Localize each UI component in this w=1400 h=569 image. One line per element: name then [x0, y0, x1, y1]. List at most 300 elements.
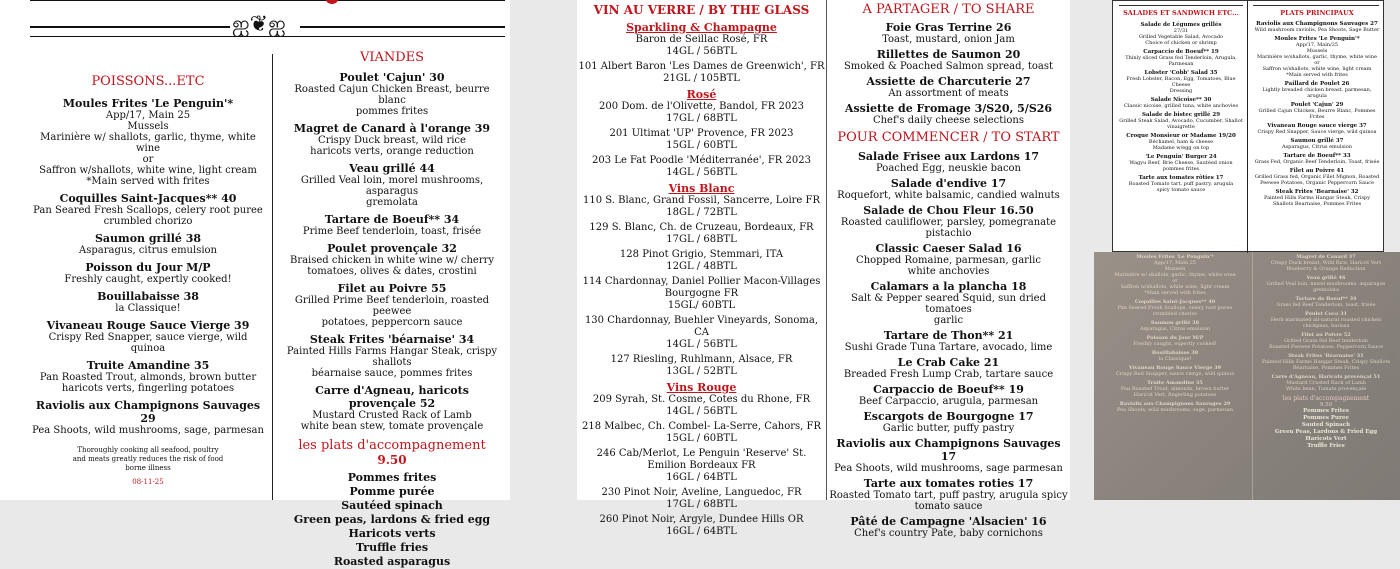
item-name: Filet au Poivre 41: [1289, 168, 1345, 174]
item-name: Veau grillé 46: [1306, 275, 1346, 281]
item-name: 'Le Penguin' Burger 24: [1145, 154, 1217, 160]
title-fragment: [325, 0, 339, 4]
item-description: Beef Carpaccio, arugula, parmesan: [858, 396, 1039, 407]
menu-item: [30, 97, 266, 187]
wine-price: 12GL / 48BTL: [666, 261, 737, 272]
menu-item: [827, 21, 1070, 45]
menu-item: [1117, 70, 1245, 94]
side-item: Sauted Spinach: [1301, 422, 1351, 428]
menu-item: [1251, 138, 1383, 150]
item-name: Carre d'Agneau, haricots provençale 52: [315, 384, 469, 410]
item-name: Vivaneau Rouge Sauce Vierge 39: [1128, 365, 1222, 371]
sides-title: les plats d'accompagnement: [1282, 395, 1370, 402]
item-description: Sushi Grade Tuna Tartare, avocado, lime: [844, 342, 1053, 353]
item-description: *Main served with frites: [86, 176, 210, 187]
item-description: gremolata: [1313, 287, 1339, 293]
item-name: Tartare de Boeuf** 34: [324, 213, 460, 226]
menu-item: [1251, 168, 1383, 186]
item-description: Braised chicken in white wine w/ cherry: [289, 255, 495, 266]
item-description: Grass Fed, Organic Beef Tenderloin, Toast, frisée: [1254, 159, 1380, 165]
item-name: Moules Frites 'Le Penguin'*: [62, 97, 234, 110]
menu-item: [282, 242, 502, 277]
item-description: Mussels: [1164, 266, 1186, 272]
menu-item: [827, 75, 1070, 99]
item-name: Salade de bistec grillé 29: [1141, 112, 1221, 118]
menu-item: [827, 515, 1070, 539]
wine-price: 15GL/ 60BTL: [667, 300, 736, 311]
section-title: SALADES ET SANDWICH ETC...: [1123, 9, 1239, 17]
item-description: Chef's country Pate, baby cornichons: [854, 528, 1043, 539]
menu-item: [1102, 380, 1248, 398]
item-description: Asparagus, citrus emulsion: [79, 245, 217, 256]
item-description: crumbled chorizo: [103, 216, 193, 227]
item-description: Crispy Duck breast, wild rice: [318, 135, 466, 146]
item-description: Prime Beef tenderloin, toast, frisée: [302, 226, 482, 237]
item-name: Coquilles Saint-Jacques** 40: [1134, 299, 1216, 305]
item-name: Truite Amandine 35: [86, 359, 210, 372]
side-item: Roasted asparagus: [333, 555, 451, 568]
item-description: Painted Hills Farms Hangar Steak, crispy shallots: [286, 346, 498, 368]
wine-price: 21GL / 105BTL: [663, 73, 740, 84]
menu-item: [827, 280, 1070, 326]
menu-item: [30, 261, 266, 285]
item-name: Saumon grillé 38: [94, 232, 202, 245]
menu-item: [1251, 123, 1383, 135]
item-description: la Classique!: [115, 303, 181, 314]
starters-page: [827, 0, 1070, 539]
menu-item: [1117, 112, 1245, 130]
menu-item: [827, 437, 1070, 474]
sides-price: 9.50: [377, 453, 407, 467]
wine-name: 260 Pinot Noir, Argyle, Dundee Hills OR: [599, 514, 804, 525]
menu-item: [30, 319, 266, 354]
item-name: Raviolis aux Champignons Sauvages 17: [836, 437, 1061, 463]
menu-item: [1117, 154, 1245, 172]
item-description: Marinière w/ shallots, garlic, thyme, white wine: [40, 132, 256, 154]
item-description: Wild mushroom raviolis, Pea Shoots, Sage Butter: [1254, 27, 1380, 33]
item-description: Crispy Duck breast, Wild Rice, Haricot Vert: [1270, 260, 1382, 266]
item-description: Grass fed Beef Tenderloin, toast, frisée: [1276, 302, 1376, 308]
menu-item: [1256, 332, 1396, 350]
section-title: PLATS PRINCIPAUX: [1280, 9, 1354, 17]
item-name: Magret de Canard 37: [1296, 254, 1356, 260]
item-description: Crispy Red Snapper, Sauce vierge, wild quinoa: [1257, 129, 1377, 135]
photo-right-column: [1256, 254, 1396, 450]
divider: [300, 26, 505, 28]
menu-item: [827, 177, 1070, 201]
menu-item: [827, 150, 1070, 174]
item-description: potatoes, peppercorn sauce: [321, 317, 463, 328]
item-name: Escargots de Bourgogne 17: [863, 410, 1034, 423]
wine-name: 201 Ultimat 'UP' Provence, FR 2023: [609, 128, 794, 139]
item-description: White bean, Tomate provençale: [1285, 386, 1367, 392]
item-description: gremolata: [366, 197, 418, 208]
side-item: Truffle fries: [355, 541, 429, 554]
item-description: Grilled Steak Salad, Avocado, Cucumber, Shallot: [1119, 118, 1243, 124]
lunch-right-column: [1251, 9, 1383, 210]
menu-item: [30, 290, 266, 314]
wine-name: 101 Albert Baron 'Les Dames de Greenwich', FR: [578, 61, 825, 72]
item-description: Parmesan: [1168, 61, 1194, 67]
item-description: Thinly sliced Grass fed Tenderloin, Arugula,: [1125, 55, 1237, 61]
menu-item: [1256, 275, 1396, 293]
item-description: Mustard Crusted Rack of Lamb: [1286, 380, 1366, 386]
wine-title: VIN AU VERRE / BY THE GLASS: [593, 3, 810, 17]
item-description: Freshly caught, expertly cooked!: [64, 274, 232, 285]
menu-date: 08-11-25: [132, 478, 164, 486]
item-description: crumbled chorizo: [1152, 311, 1198, 317]
item-name: Salade de Chou Fleur 16.50: [863, 204, 1034, 217]
wine-name: 114 Chardonnay, Daniel Pollier Macon-Villages Bourgogne FR: [582, 276, 821, 299]
menu-item: [30, 399, 266, 436]
item-description: Chopped Romaine, parmesan, garlic: [856, 255, 1041, 266]
item-description: Saffron w/shallots, white wine, light cream: [39, 165, 257, 176]
item-description: Pan Roasted Trout, almonds, brown butter: [39, 372, 257, 383]
wine-name: 209 Syrah, St. Cosme, Cotes du Rhone, FR: [592, 394, 811, 405]
menu-item: [282, 122, 502, 157]
flourish-ornament: ஐ❦ஐ: [232, 12, 286, 37]
item-description: haricots verts, orange reduction: [310, 146, 474, 157]
menu-item: [1102, 350, 1248, 362]
menu-item: [282, 213, 502, 237]
menu-item: [1117, 97, 1245, 109]
menu-item: [1102, 320, 1248, 332]
item-description: Grilled Prime Beef tenderloin, roasted peewee: [294, 295, 490, 317]
item-name: Steak Frites 'Bearnaise' 32: [1275, 189, 1359, 195]
side-item: Sautéed spinach: [341, 499, 443, 512]
item-description: tomato sauce: [914, 501, 983, 512]
menu-item: [1117, 133, 1245, 151]
item-description: Grilled Veal loin, morel mushrooms, asparagus: [1266, 281, 1386, 287]
divider: [30, 26, 230, 28]
item-name: Tartare de Boeuf** 33: [1283, 153, 1351, 159]
item-description: Salt & Pepper seared Squid, sun dried tomatoes: [851, 293, 1046, 315]
section-title: POISSONS...ETC: [91, 74, 205, 89]
menu-item: [827, 329, 1070, 353]
item-name: Raviolis aux Champignons Sauvages 29: [35, 399, 261, 425]
menu-item: [827, 204, 1070, 239]
item-description: Pan Seared Fresh Scallops, celery root puree: [33, 205, 263, 216]
wine-price: 13GL / 52BTL: [666, 366, 737, 377]
item-description: arugula: [1307, 93, 1327, 99]
item-description: or: [1314, 60, 1320, 66]
item-description: Wagyu Beef, Brie Cheese, Sautéed onion: [1129, 160, 1233, 166]
item-description: Pea Shoots, wild mushrooms, sage, parmesan: [1117, 407, 1233, 413]
item-name: Poulet 'Cajun' 29: [1290, 102, 1344, 108]
side-item: Truffle Fries: [1307, 443, 1345, 449]
item-name: Moules Frites 'Le Penguin'*: [1274, 36, 1360, 42]
item-name: Classic Caeser Salad 16: [875, 242, 1022, 255]
item-description: Haricot Vert, fingerling potatoes: [1133, 392, 1217, 398]
item-name: Le Crab Cake 21: [897, 356, 1000, 369]
wine-price: 15GL / 60BTL: [666, 433, 737, 444]
item-description: 27/31: [1173, 28, 1189, 34]
item-name: Vivaneau Rouge sauce vierge 37: [1267, 123, 1367, 129]
item-description: Marinière w/ shallots, garlic, thyme, white wine: [1114, 272, 1236, 278]
item-description: Herb marinated all-natural roasted chicken: [1270, 317, 1382, 323]
menu-item: [1102, 254, 1248, 296]
item-name: Carpaccio de Boeuf** 19: [1143, 49, 1219, 55]
section-title: A PARTAGER / TO SHARE: [862, 2, 1035, 17]
item-name: Filet au Poivre 55: [337, 282, 447, 295]
wine-name: 218 Malbec, Ch. Combel- La-Serre, Cahors, FR: [581, 421, 822, 432]
item-description: Fresh Lobster, Bacon, Egg, Tomatoes, Blue Cheese: [1126, 76, 1236, 88]
item-description: Marinière w/shallots, garlic, thyme, white wine: [1257, 54, 1377, 60]
item-name: Tartare de Boeuf** 34: [1295, 296, 1357, 302]
item-name: Tartare de Thon** 21: [883, 329, 1014, 342]
item-name: Poulet provençale 32: [327, 242, 457, 255]
item-description: Roasted Cajun Chicken Breast, beurre blanc: [294, 84, 490, 106]
menu-item: [827, 477, 1070, 512]
menu-photo: [1094, 252, 1400, 500]
section-title: POUR COMMENCER / TO START: [837, 130, 1060, 145]
item-description: An assortment of meats: [888, 88, 1009, 99]
item-description: Mussels: [127, 121, 169, 132]
wine-price: 17GL / 68BTL: [666, 499, 737, 510]
item-description: béarnaise sauce, pommes frites: [311, 368, 473, 379]
menu-item: [1251, 153, 1383, 165]
wine-group-header: Vins Blanc: [668, 182, 735, 195]
wine-price: 15GL / 60BTL: [666, 140, 737, 151]
item-name: Bouillabaisse 38: [97, 290, 199, 303]
item-description: Blueberry & Orange Reduction: [1286, 266, 1366, 272]
item-description: Grilled Vegetable Salad, Avocado: [1138, 34, 1224, 40]
item-name: Salade d'endive 17: [890, 177, 1007, 190]
item-description: Toast, mustard, onion Jam: [882, 34, 1015, 45]
side-item: Haricots verts: [348, 527, 436, 540]
wine-name: 110 S. Blanc, Grand Fossil, Sancerre, Loire FR: [582, 195, 821, 206]
side-item: Pommes frites: [347, 471, 437, 484]
wine-price: 14GL / 56BTL: [666, 167, 737, 178]
item-description: Grilled Veal loin, morel mushrooms, asparagus: [300, 175, 484, 197]
wine-name: 128 Pinot Grigio, Stemmari, ITA: [619, 249, 784, 260]
menu-item: [1256, 296, 1396, 308]
item-description: Painted Hills Farms Hangar Steak, Crispy Shallots: [1261, 359, 1391, 365]
item-name: Poulet Coco 31: [1304, 311, 1348, 317]
side-item: Pommes Frites: [1303, 408, 1349, 414]
wine-group-header: Sparkling & Champagne: [626, 21, 777, 34]
item-name: Vivaneau Rouge Sauce Vierge 39: [46, 319, 250, 332]
item-description: tomatoes, olives & dates, crostini: [307, 266, 477, 277]
item-name: Salade Frisee aux Lardons 17: [857, 150, 1040, 163]
wine-group-header: Rosé: [686, 88, 717, 101]
menu-item: [1117, 175, 1245, 193]
item-description: white anchovies: [907, 266, 990, 277]
menu-item: [1251, 81, 1383, 99]
item-name: Salade de Légumes grillés: [1140, 22, 1222, 28]
side-item: Haricots Vert: [1305, 436, 1347, 442]
menu-item: [1117, 49, 1245, 67]
item-description: haricots verts, fingerling potatoes: [61, 383, 235, 394]
wine-name: Baron de Seillac Rosé, FR: [635, 34, 768, 45]
wine-price: 14GL / 56BTL: [666, 406, 737, 417]
menu-item: [1256, 254, 1396, 272]
item-name: Paillard de Poulet 26: [1284, 81, 1350, 87]
item-description: Grilled Cajun Chicken, Beurre Blanc, Pommes: [1258, 108, 1376, 114]
wine-price: 16GL / 64BTL: [666, 526, 737, 537]
item-description: App/17, Main 25: [105, 110, 191, 121]
item-name: Veau grillé 44: [349, 162, 435, 175]
item-description: Breaded Fresh Lump Crab, tartare sauce: [843, 369, 1054, 380]
menu-item: [827, 48, 1070, 72]
menu-item: [30, 359, 266, 394]
item-name: Bouillabaisse 38: [1151, 350, 1199, 356]
wine-price: 17GL / 68BTL: [666, 234, 737, 245]
item-description: Mustard Crusted Rack of Lamb: [312, 410, 472, 421]
item-name: Poisson du Jour M/P: [1146, 335, 1204, 341]
item-description: spicy tomato sauce: [1156, 187, 1206, 193]
dinner-menu-page: [0, 0, 510, 568]
item-description: Crispy Red Snapper, sauce vierge, wild quinoa: [48, 332, 248, 354]
item-description: pommes frites: [1162, 166, 1200, 172]
item-name: Carre d'Agneau, Haricots provençal 51: [1271, 374, 1381, 380]
item-name: Saumon grillé 37: [1290, 138, 1344, 144]
menu-item: [1102, 401, 1248, 413]
item-name: Rillettes de Saumon 20: [876, 48, 1021, 61]
wine-name: 200 Dom. de l'Olivette, Bandol, FR 2023: [599, 101, 804, 112]
item-description: Chef's daily cheese selections: [872, 115, 1025, 126]
item-name: Raviolis aux Champignons Sauvages 29: [1119, 401, 1231, 407]
wine-price: 14GL / 56BTL: [666, 46, 737, 57]
menu-item: [30, 192, 266, 227]
item-description: Grilled Grass fed, Organic Filet Mignon, Roasted: [1254, 174, 1380, 180]
item-name: Poulet 'Cajun' 30: [339, 71, 445, 84]
item-name: Pâté de Campagne 'Alsacien' 16: [850, 515, 1047, 528]
menu-item: [827, 242, 1070, 277]
viandes-column: [282, 46, 502, 569]
item-description: Madame w/egg on top: [1152, 145, 1210, 151]
menu-item: [1251, 36, 1383, 78]
item-description: Pea Shoots, wild mushrooms, sage, parmesan: [32, 425, 264, 436]
wine-name: 129 S. Blanc, Ch. de Cruzeau, Bordeaux, FR: [589, 222, 814, 233]
wine-price: 18GL / 72BTL: [666, 207, 737, 218]
side-item: Pommes Puree: [1303, 415, 1349, 421]
item-description: Béarnaise, Pommes Frites: [1292, 365, 1360, 371]
item-description: la Classique!: [1158, 356, 1192, 362]
menu-item: [1256, 353, 1396, 371]
item-name: Magret de Canard à l'orange 39: [293, 122, 491, 135]
item-description: Mussels: [1306, 48, 1328, 54]
item-description: Freshly caught, expertly cooked!: [1133, 341, 1217, 347]
item-name: Raviolis aux Champignons Sauvages 27: [1256, 21, 1378, 27]
item-description: *Main served with frites: [1144, 290, 1206, 296]
item-description: Garlic butter, puffy pastry: [882, 423, 1015, 434]
item-description: Roasted Peewee Potatoes, Peppercorn Sauce: [1268, 344, 1384, 350]
item-description: Roasted Tomato tart, puff pastry, arugula spicy: [829, 490, 1068, 501]
item-description: Saffron w/shallots, white wine, light cream: [1120, 284, 1230, 290]
menu-item: [282, 282, 502, 328]
side-item: Green peas, lardons & fried egg: [293, 513, 491, 526]
wine-name: 230 Pinot Noir, Aveline, Languedoc, FR: [601, 487, 802, 498]
item-description: Asparagus, Citrus emulsion: [1139, 326, 1210, 332]
lunch-menu-page: [1112, 0, 1384, 252]
item-name: Croque Monsieur or Madame 19/20: [1126, 133, 1236, 139]
item-description: Roquefort, white balsamic, candied walnuts: [837, 190, 1060, 201]
item-description: Béchamel, ham & cheese: [1148, 139, 1214, 145]
item-name: Saumon grillé 38: [1150, 320, 1200, 326]
item-description: Choice of chicken or shrimp: [1145, 40, 1217, 46]
menu-item: [827, 356, 1070, 380]
item-description: or: [1172, 278, 1178, 284]
item-name: Assiette de Charcuterie 27: [866, 75, 1031, 88]
item-description: Roasted cauliflower, parsley, pomegranate: [840, 217, 1057, 228]
item-description: white bean stew, tomate provençale: [300, 421, 484, 432]
poissons-column: [30, 70, 266, 486]
wine-name: 246 Cab/Merlot, Le Penguin 'Reserve' St. Emilion Bordeaux FR: [596, 448, 807, 471]
wine-list-page: [577, 0, 827, 537]
item-description: Poached Egg, neuskie bacon: [875, 163, 1021, 174]
item-name: Moules Frites 'Le Penguin'*: [1136, 254, 1214, 260]
menu-item: [1117, 22, 1245, 46]
item-description: Classic nicoise, grilled tuna, white anchovies: [1123, 103, 1239, 109]
menu-item: [1256, 311, 1396, 329]
wine-price: 17GL / 68BTL: [666, 113, 737, 124]
sides-title: les plats d'accompagnement: [298, 438, 486, 453]
item-name: Filet au Poivre 52: [1301, 332, 1351, 338]
menu-item: [1102, 365, 1248, 377]
item-description: pistachio: [925, 228, 972, 239]
wine-price: 14GL / 56BTL: [666, 339, 737, 350]
item-description: Dressing: [1169, 88, 1193, 94]
menu-item: [1256, 374, 1396, 392]
item-description: Grilled Grass fed Beef tenderloin: [1284, 338, 1368, 344]
item-name: Assiette de Fromage 3/S20, 5/S26: [844, 102, 1053, 115]
item-description: or: [142, 154, 154, 165]
item-description: vinaigrette: [1167, 124, 1195, 130]
item-description: Pan Roasted Trout, almonds, brown butter: [1120, 386, 1230, 392]
menu-item: [1102, 335, 1248, 347]
item-description: Shallots Bearnaise, Pommes Frites: [1272, 201, 1362, 207]
item-name: Calamars a la plancha 18: [870, 280, 1027, 293]
item-name: Truite Amandine 35: [1147, 380, 1203, 386]
wine-price: 16GL / 64BTL: [666, 472, 737, 483]
menu-item: [1251, 189, 1383, 207]
item-name: Steak Frites 'Béarnaise' 31: [1288, 353, 1364, 359]
item-description: Pea Shoots, wild mushrooms, sage parmesan: [834, 463, 1063, 474]
menu-item: [1251, 102, 1383, 120]
item-description: Roasted Tomato tart, puff pastry, arugula: [1128, 181, 1234, 187]
item-description: App/17, Main 25: [1153, 260, 1197, 266]
item-description: chickpeas, harissa: [1302, 323, 1350, 329]
item-name: Tarte aux tomates rôties 17: [1138, 175, 1224, 181]
side-item: Green Peas, Lardons & Fried Egg: [1274, 429, 1378, 435]
item-name: Poisson du Jour M/P: [85, 261, 211, 274]
menu-item: [30, 232, 266, 256]
item-name: Lobster 'Cobb' Salad 35: [1144, 70, 1218, 76]
item-name: Salade Nicoise** 30: [1150, 97, 1212, 103]
wine-name: 203 Le Fat Poodle 'Méditerranée', FR 2023: [592, 155, 811, 166]
item-name: Tarte aux tomates roties 17: [863, 477, 1034, 490]
lunch-left-column: [1117, 9, 1245, 196]
sides-price: 9.50: [1319, 402, 1333, 408]
wine-name: 130 Chardonnay, Buehler Vineyards, Sonoma, CA: [584, 315, 819, 338]
item-description: Peewee Potatoes, Organic Peppercorn Sauce: [1260, 180, 1374, 186]
item-description: Saffron w/shallots, white wine, light cream: [1262, 66, 1372, 72]
item-description: App/17, Main/25: [1295, 42, 1339, 48]
item-description: pommes frites: [355, 106, 429, 117]
menu-item: [282, 162, 502, 208]
item-description: *Main served with frites: [1286, 72, 1348, 78]
item-name: Steak Frites 'béarnaise' 34: [309, 333, 475, 346]
item-description: Asparagus, Citrus emulsion: [1281, 144, 1352, 150]
item-description: Painted Hills Farms Hangar Steak, Crispy: [1263, 195, 1371, 201]
photo-left-column: [1102, 254, 1248, 416]
menu-item: [282, 71, 502, 117]
item-name: Carpaccio de Boeuf** 19: [873, 383, 1024, 396]
item-description: Pan Seared Fresh Scallops, celery root puree: [1117, 305, 1233, 311]
menu-item: [1251, 21, 1383, 33]
item-description: Crispy Red Snapper, sauce vierge, wild quinoa: [1115, 371, 1235, 377]
